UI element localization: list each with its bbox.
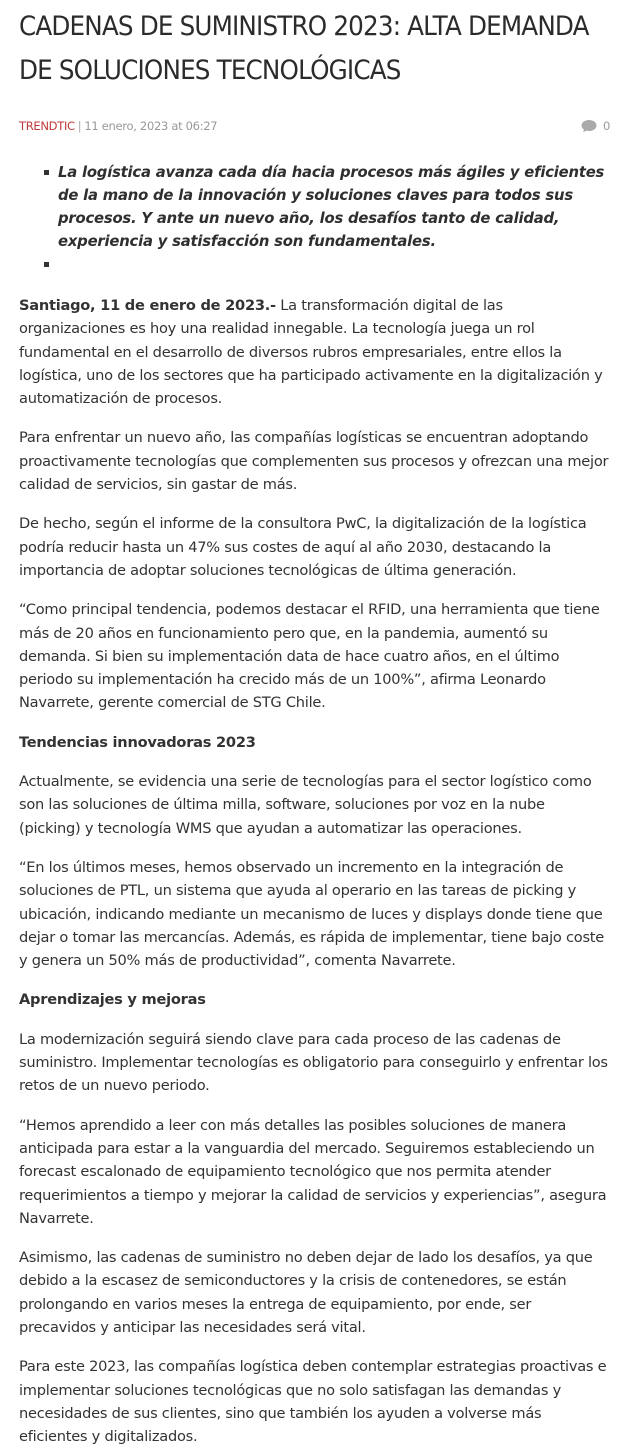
- paragraph: “Hemos aprendido a leer con más detalles las posibles soluciones de manera anticipada para estar a la vanguardia del mercado. Seguiremos estableciendo un forecast escalonado de equipamiento tecnológico que nos permita atender requerimientos a tiempo y mejorar la calidad de servicios y experiencias”, asegura Navarrete.: [19, 1116, 607, 1227]
- speech-bubble-icon: [581, 119, 597, 133]
- paragraph: “En los últimos meses, hemos observado un incremento en la integración de soluciones de PTL, un sistema que ayuda al operario en las tareas de picking y ubicación, indicando mediante un mecanismo de luces y displays donde tiene que dejar o tomar las mercancías. Además, es rápida de implementar, tiene bajo coste y genera un 50% más de productividad”, comenta Navarrete.: [19, 858, 605, 970]
- paragraph: “Como principal tendencia, podemos destacar el RFID, una herramienta que tiene más de 20 años en funcionamiento pero que, en la pandemia, aumentó su demanda. Si bien su implementación data de hace cuatro años, en el último periodo su implementación ha crecido más de un 100%”, afirma Leonardo Navarrete, gerente comercial de STG Chile.: [19, 601, 600, 712]
- article-title: CADENAS DE SUMINISTRO 2023: ALTA DEMANDA DE SOLUCIONES TECNOLÓGICAS: [19, 11, 589, 86]
- paragraph: Para este 2023, las compañías logística deben contemplar estrategias proactivas e implementar soluciones tecnológicas que no solo satisfagan las demandas y necesidades de sus clientes, sino que también los ayuden a volverse más eficientes y digitalizados.: [19, 1358, 607, 1446]
- author-link[interactable]: TRENDTIC: [19, 119, 75, 133]
- section-heading: Aprendizajes y mejoras: [19, 991, 206, 1009]
- dateline: Santiago, 11 de enero de 2023.-: [19, 297, 276, 314]
- paragraph: [19, 294, 610, 410]
- article-summary-list: [19, 161, 610, 276]
- article-body: [19, 294, 610, 1448]
- paragraph: La modernización seguirá siendo clave para cada proceso de las cadenas de suministro. Implementar tecnologías es obligatorio para conseguirlo y enfrentar los retos de un nuevo periodo.: [19, 1030, 608, 1095]
- summary-item: La logística avanza cada día hacia procesos más ágiles y eficientes de la mano de la innovación y soluciones claves para todos sus procesos. Y ante un nuevo año, los desafíos tanto de calidad, experiencia y satisfacción son fundamentales.: [39, 161, 610, 253]
- comments-link[interactable]: [581, 119, 610, 133]
- paragraph: Para enfrentar un nuevo año, las compañías logísticas se encuentran adoptando proactivamente tecnologías que complementen sus procesos y ofrezcan una mejor calidad de servicios, sin gastar de más.: [19, 429, 609, 494]
- section-heading: Tendencias innovadoras 2023: [19, 733, 256, 751]
- paragraph: De hecho, según el informe de la consultora PwC, la digitalización de la logística podría reducir hasta un 47% sus costes de aquí al año 2030, destacando la importancia de adoptar soluciones tecnológicas de última generación.: [19, 515, 587, 579]
- paragraph: Asimismo, las cadenas de suministro no deben dejar de lado los desafíos, ya que debido a la escasez de semiconductores y la crisis de contenedores, se están prolongando en varios meses la entrega de equipamiento, por ende, ser precavidos y anticipar las necesidades será vital.: [19, 1249, 593, 1336]
- paragraph-text: La transformación digital de las organizaciones es hoy una realidad innegable. La tecnología juega un rol fundamental en el desarrollo de diversos rubros empresariales, entre ellos la logística, uno de los sectores que ha participado activamente en la digitalización y automatización de procesos.: [19, 297, 603, 408]
- summary-item-empty: [39, 253, 610, 276]
- paragraph: Actualmente, se evidencia una serie de tecnologías para el sector logístico como son las soluciones de última milla, software, soluciones por voz en la nube (picking) y tecnología WMS que ayudan a automatizar las operaciones.: [19, 773, 592, 837]
- publish-date: 11 enero, 2023 at 06:27: [84, 119, 218, 133]
- meta-separator: |: [77, 119, 82, 133]
- comment-count: 0: [602, 119, 610, 133]
- article-meta: [19, 119, 610, 139]
